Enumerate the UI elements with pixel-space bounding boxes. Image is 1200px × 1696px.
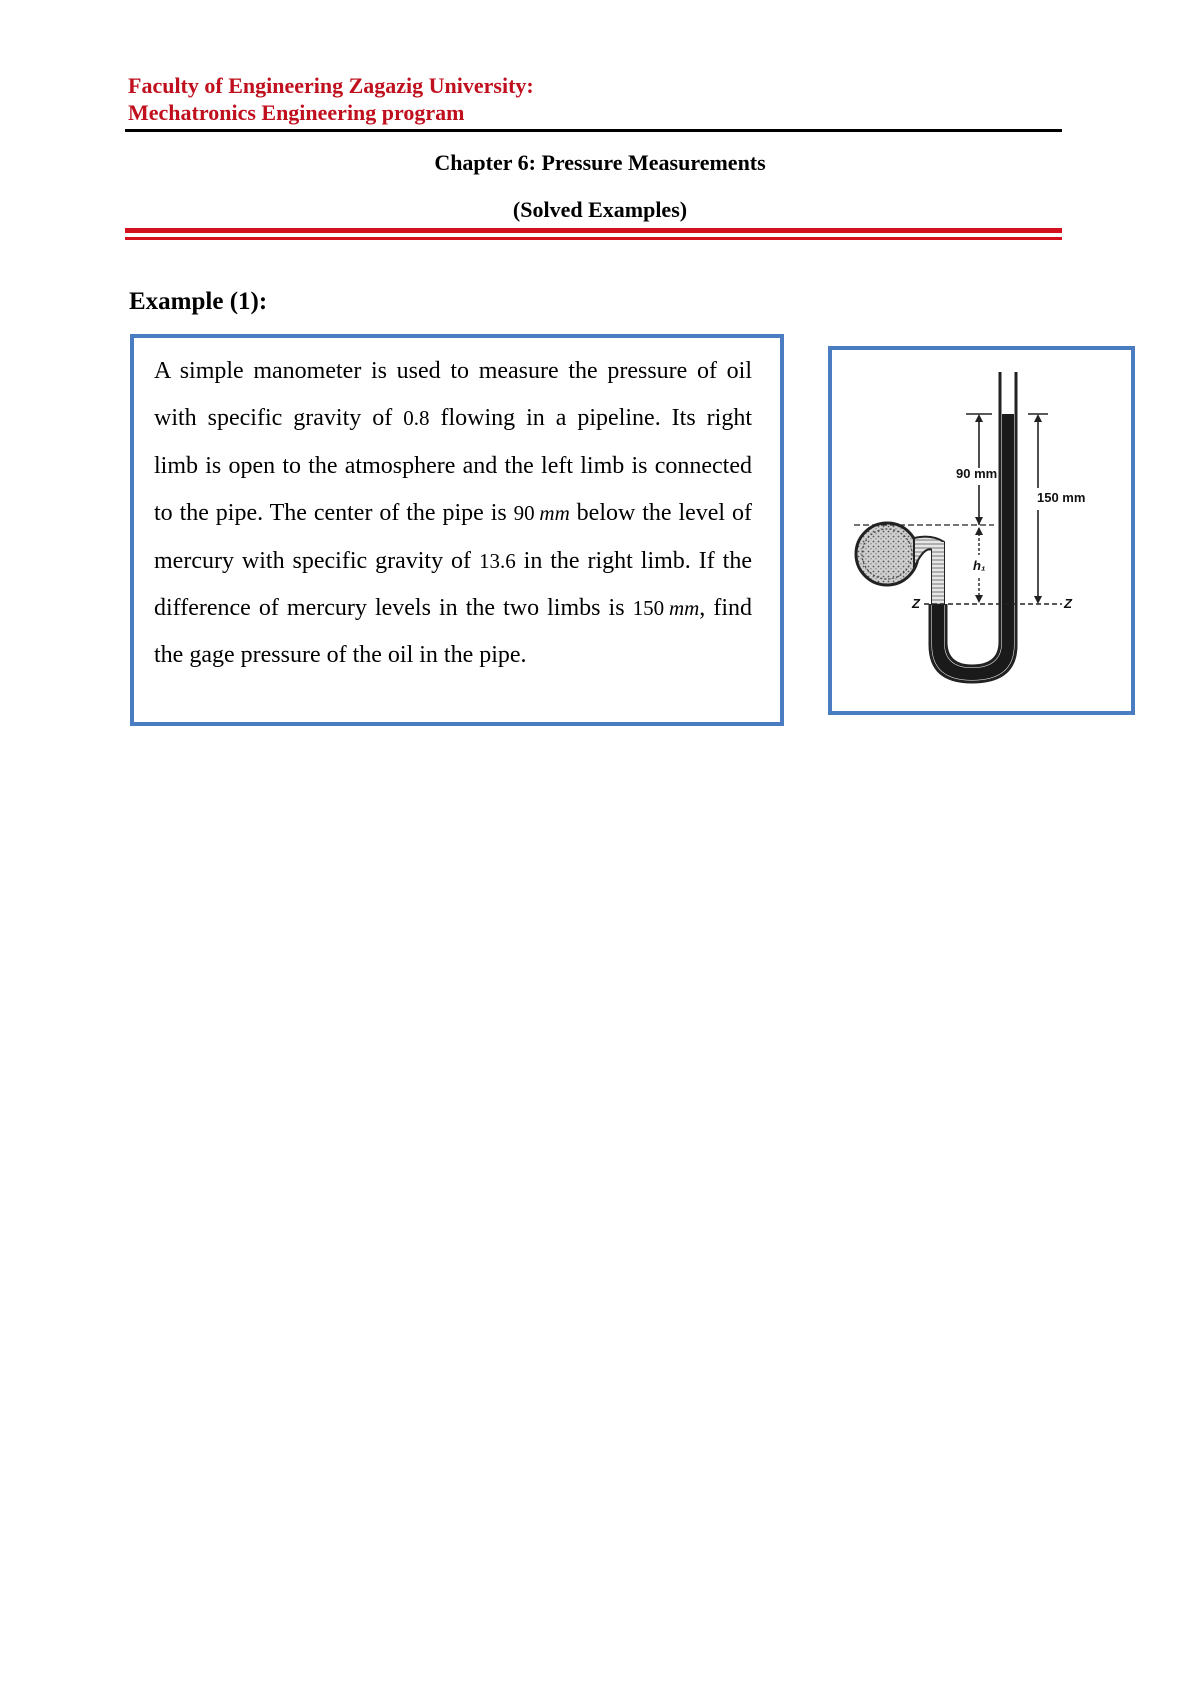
title-divider-thick <box>125 228 1062 233</box>
pipe-depth-value: 90 <box>513 501 535 526</box>
problem-text-part: A simple manometer is used to measure the pressure of oil with specific gravity of <box>154 358 752 432</box>
chapter-title: Chapter 6: Pressure Measurements <box>434 150 766 175</box>
institution-title: Faculty of Engineering Zagazig University: <box>128 73 534 98</box>
pipe-depth-unit: mm <box>539 501 570 526</box>
example-heading: Example (1): <box>129 288 268 315</box>
label-90mm: 90 mm <box>956 466 998 481</box>
problem-statement-box <box>130 334 784 726</box>
manometer-figure <box>828 346 1135 715</box>
problem-text-part: below the level of mercury with specific gravity of <box>154 500 752 574</box>
document-header <box>128 72 534 126</box>
manometer-diagram <box>832 350 1131 711</box>
program-title: Mechatronics Engineering program <box>128 100 465 125</box>
level-difference-value: 150 <box>632 596 665 621</box>
problem-text-part: flowing in a pipeline. Its right limb is open to the atmosphere and the left limb is connected to the pipe. The center of the pipe is <box>154 405 753 527</box>
problem-statement <box>154 348 752 680</box>
pipe-cross-section <box>856 523 918 585</box>
label-h1: h₁ <box>973 558 986 573</box>
chapter-subtitle: (Solved Examples) <box>512 197 688 222</box>
problem-text-part: , find the gage pressure of the oil in the pipe. <box>154 595 752 669</box>
label-z-left: Z <box>912 596 920 611</box>
mercury-specific-gravity: 13.6 <box>478 548 516 573</box>
oil-specific-gravity: 0.8 <box>403 406 430 431</box>
label-150mm: 150 mm <box>1037 490 1086 505</box>
level-difference-unit: mm <box>668 596 700 621</box>
header-divider <box>125 129 1062 132</box>
problem-text-part: in the right limb. If the difference of mercury levels in the two limbs is <box>154 547 752 622</box>
title-divider-thin <box>125 237 1062 240</box>
label-z-right: Z <box>1064 596 1072 611</box>
